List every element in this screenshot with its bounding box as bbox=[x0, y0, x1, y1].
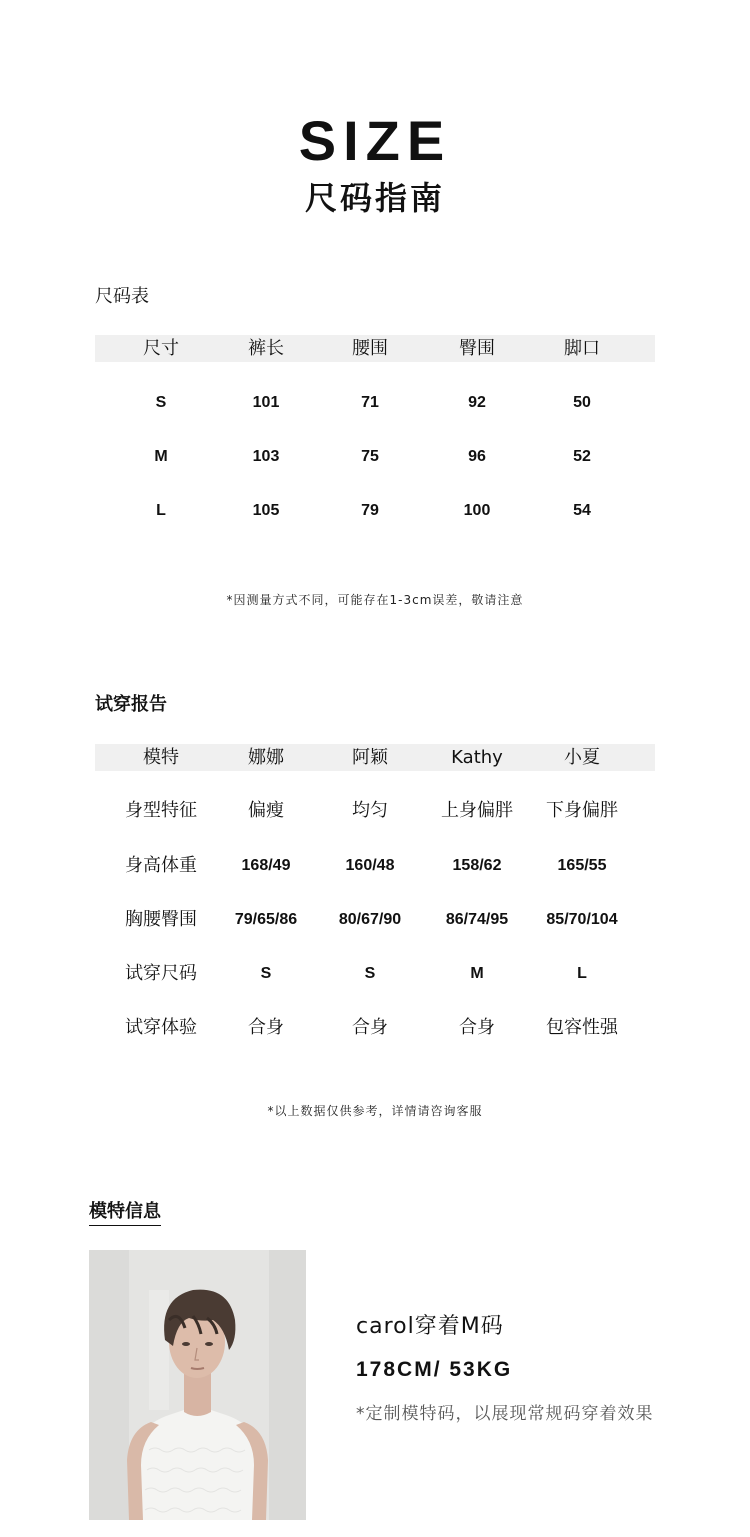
size-cell: 79 bbox=[361, 502, 379, 519]
model-info-title: 模特信息 bbox=[89, 1200, 161, 1226]
size-col-header: 腰围 bbox=[352, 338, 388, 359]
table-row bbox=[95, 906, 655, 933]
table-row bbox=[95, 1014, 655, 1041]
model-measurements: 178CM/ 53KG bbox=[356, 1358, 513, 1381]
size-cell: M bbox=[154, 448, 168, 465]
fit-row-label: 身型特征 bbox=[125, 800, 197, 821]
fit-cell: 168/49 bbox=[241, 857, 291, 874]
fit-cell: 158/62 bbox=[452, 857, 502, 874]
fit-cell: 下身偏胖 bbox=[546, 800, 618, 821]
fit-cell: 160/48 bbox=[345, 857, 395, 874]
table-row bbox=[95, 797, 655, 824]
size-col-header: 尺寸 bbox=[143, 338, 179, 359]
fit-report-header bbox=[95, 744, 655, 771]
size-cell: 54 bbox=[573, 502, 591, 519]
fit-row-label: 胸腰臀围 bbox=[125, 909, 197, 930]
fit-cell: 86/74/95 bbox=[445, 911, 509, 928]
fit-report-note: *以上数据仅供参考，详情请咨询客服 bbox=[267, 1104, 483, 1118]
fit-cell: 合身 bbox=[352, 1017, 388, 1038]
fit-cell: 上身偏胖 bbox=[441, 800, 513, 821]
size-table-title: 尺码表 bbox=[95, 286, 149, 307]
model-name-size: carol穿着M码 bbox=[356, 1314, 504, 1339]
fit-cell: 165/55 bbox=[557, 857, 607, 874]
fit-cell: 合身 bbox=[248, 1017, 284, 1038]
fit-cell: S bbox=[364, 965, 376, 982]
page-title-cn: 尺码指南 bbox=[304, 179, 445, 217]
fit-cell: 均匀 bbox=[352, 800, 388, 821]
fit-cell: 85/70/104 bbox=[546, 911, 618, 928]
model-photo-illustration bbox=[89, 1250, 306, 1520]
size-cell: 52 bbox=[573, 448, 591, 465]
table-row bbox=[95, 389, 655, 416]
fit-col-header: 模特 bbox=[143, 747, 179, 768]
fit-cell: 偏瘦 bbox=[248, 800, 284, 821]
table-row bbox=[95, 443, 655, 470]
fit-cell: 合身 bbox=[459, 1017, 495, 1038]
fit-col-header: 小夏 bbox=[564, 747, 600, 768]
fit-col-header: 娜娜 bbox=[248, 747, 284, 768]
size-table-header bbox=[95, 335, 655, 362]
size-cell: L bbox=[156, 502, 166, 519]
model-note: *定制模特码，以展现常规码穿着效果 bbox=[356, 1404, 654, 1424]
fit-cell: L bbox=[577, 965, 587, 982]
fit-cell: S bbox=[260, 965, 272, 982]
fit-cell: 79/65/86 bbox=[234, 911, 298, 928]
size-table-note: *因测量方式不同，可能存在1-3cm误差，敬请注意 bbox=[226, 593, 524, 607]
size-cell: 92 bbox=[468, 394, 486, 411]
fit-row-label: 试穿尺码 bbox=[125, 963, 197, 984]
size-cell: 50 bbox=[573, 394, 591, 411]
fit-report-title: 试穿报告 bbox=[95, 694, 167, 715]
size-cell: 75 bbox=[361, 448, 379, 465]
fit-col-header: Kathy bbox=[451, 747, 503, 768]
fit-cell: 包容性强 bbox=[546, 1017, 618, 1038]
table-row bbox=[95, 497, 655, 524]
size-cell: 100 bbox=[463, 502, 491, 519]
size-col-header: 脚口 bbox=[564, 338, 600, 359]
fit-row-label: 试穿体验 bbox=[125, 1017, 197, 1038]
table-row bbox=[95, 852, 655, 879]
size-col-header: 裤长 bbox=[248, 338, 284, 359]
size-cell: 71 bbox=[361, 394, 379, 411]
size-cell: 103 bbox=[252, 448, 280, 465]
fit-cell: 80/67/90 bbox=[338, 911, 402, 928]
model-photo bbox=[89, 1250, 306, 1520]
size-cell: 96 bbox=[468, 448, 486, 465]
size-cell: S bbox=[155, 394, 167, 411]
size-cell: 105 bbox=[252, 502, 280, 519]
fit-row-label: 身高体重 bbox=[125, 855, 197, 876]
fit-col-header: 阿颖 bbox=[352, 747, 388, 768]
fit-cell: M bbox=[470, 965, 484, 982]
table-row bbox=[95, 960, 655, 987]
size-col-header: 臀围 bbox=[459, 338, 495, 359]
size-cell: 101 bbox=[252, 394, 280, 411]
page-title-en: SIZE bbox=[298, 109, 452, 172]
